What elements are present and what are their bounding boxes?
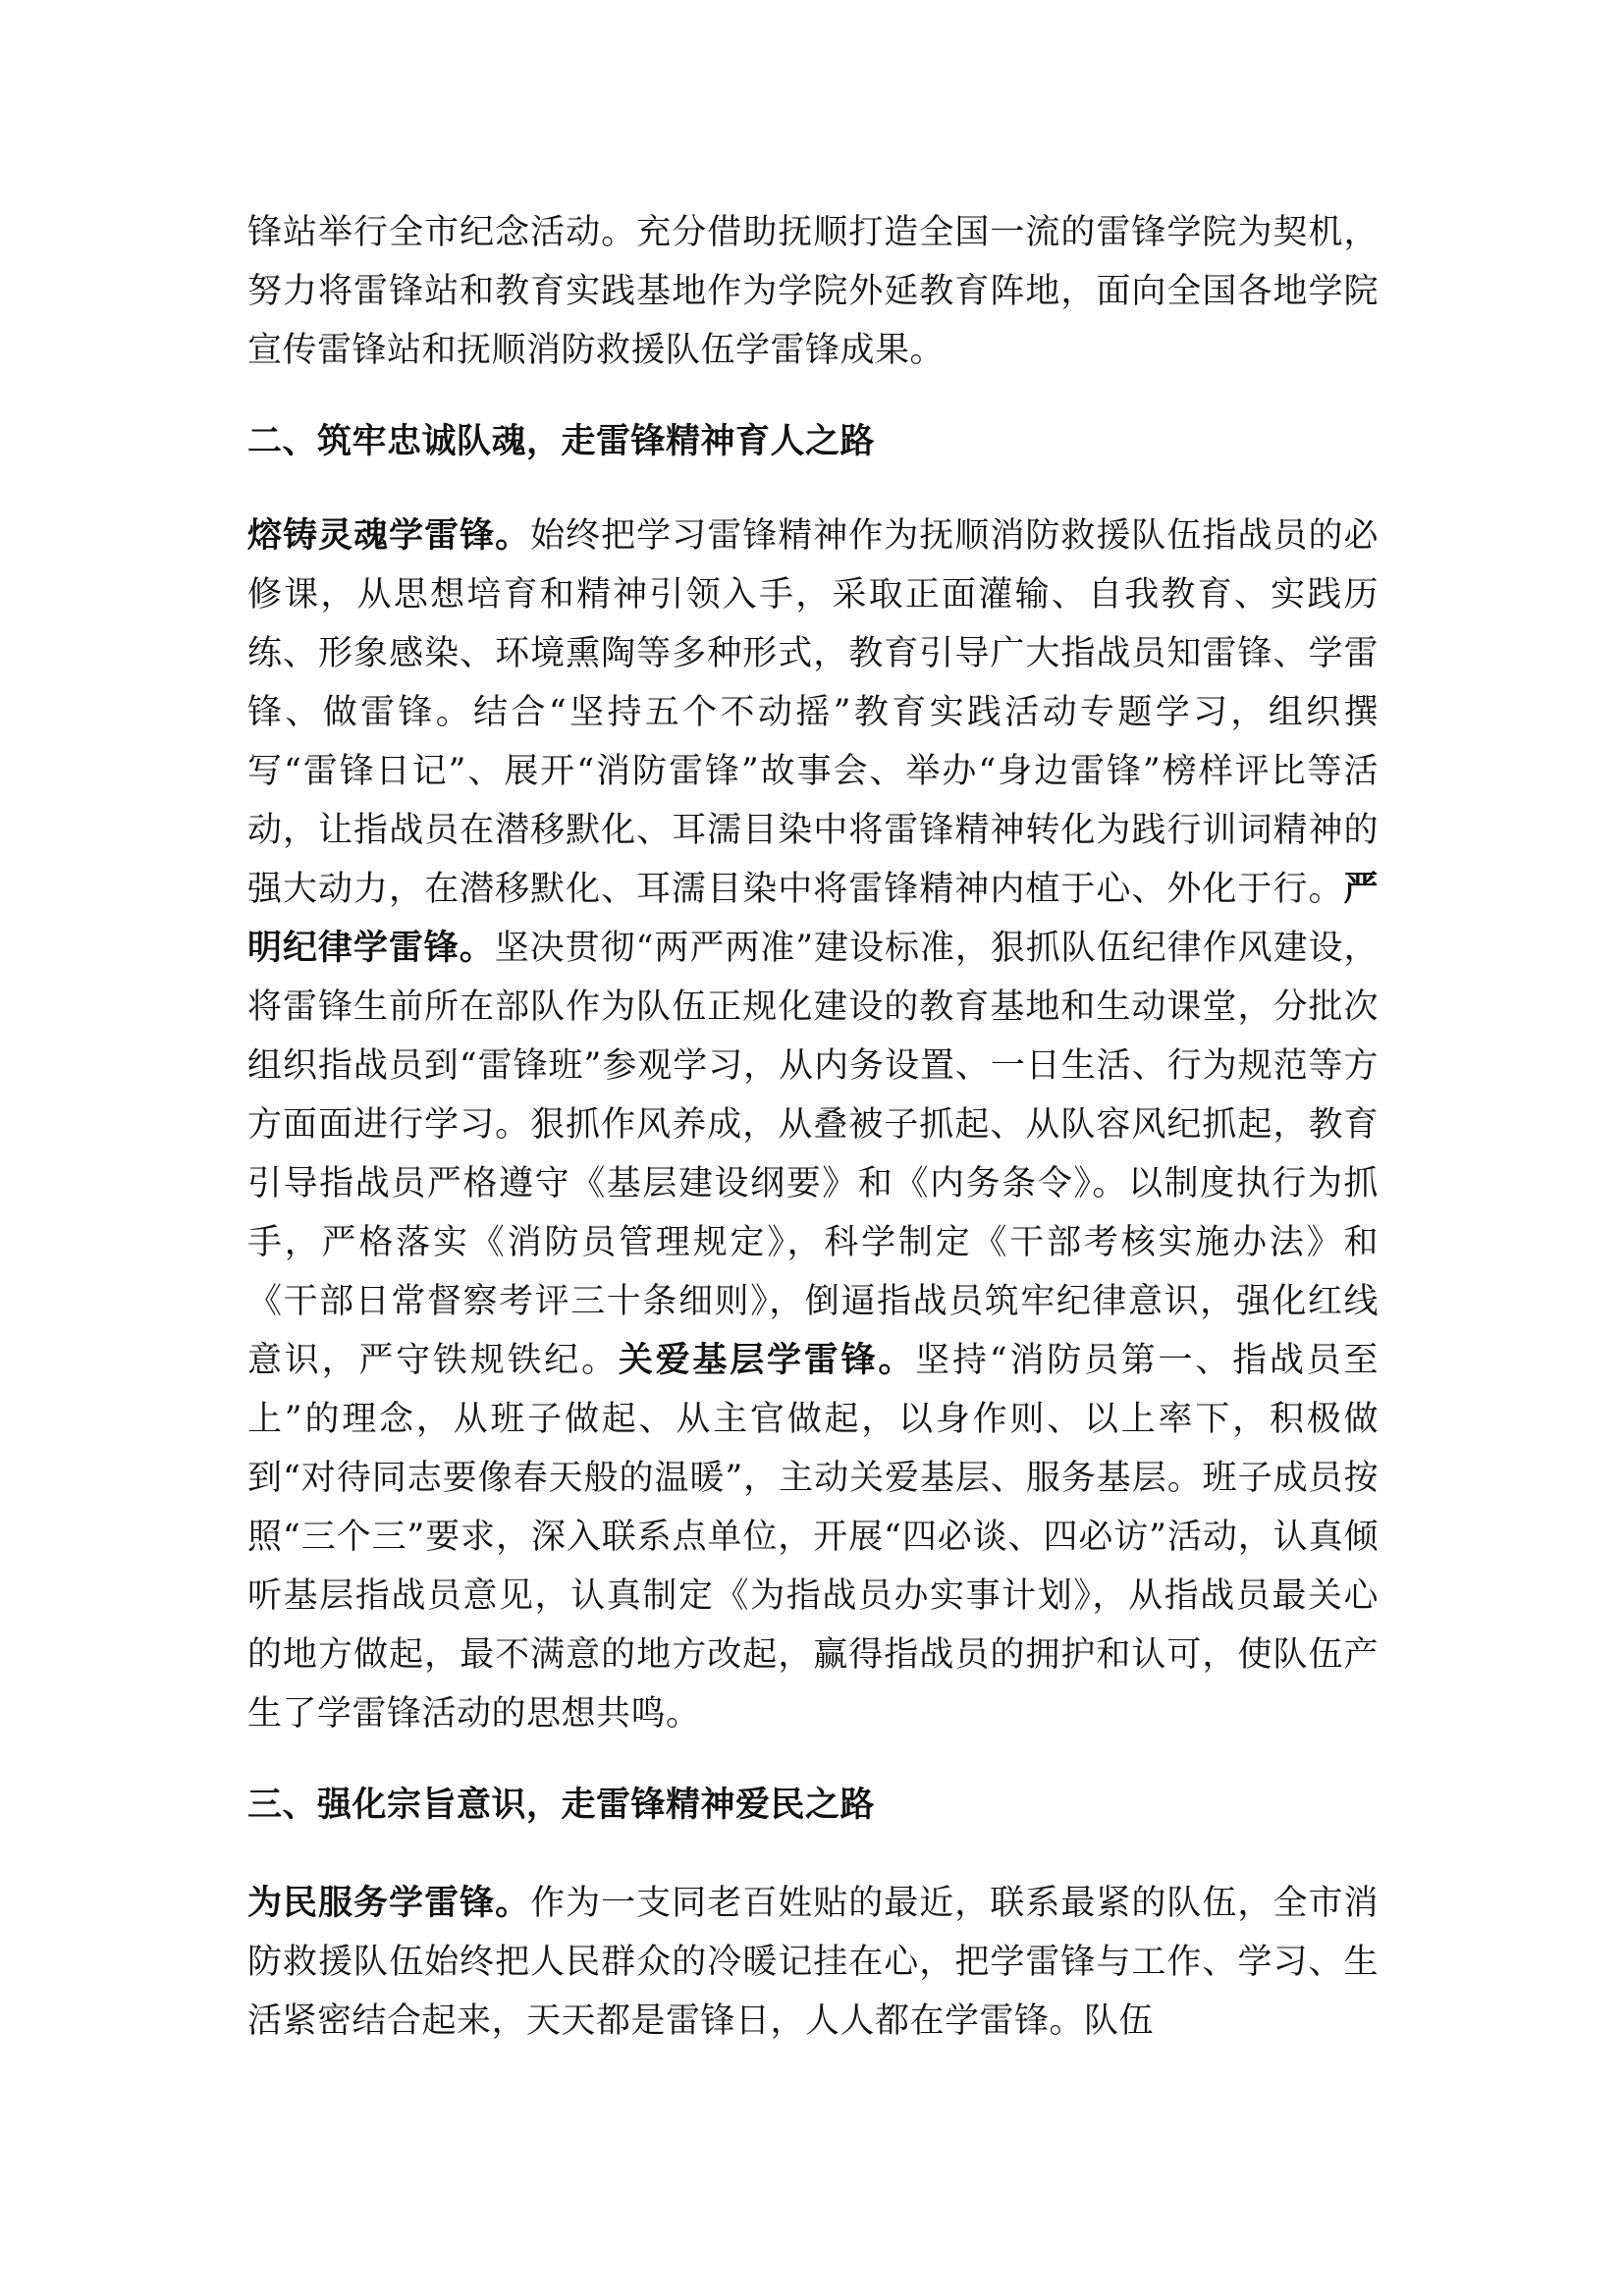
section-heading-2: 二、筑牢忠诚队魂，走雷锋精神育人之路 [247, 422, 876, 461]
paragraph-section-3 [247, 1874, 1379, 2051]
spacer [247, 471, 1379, 507]
spacer [247, 1743, 1379, 1776]
lead-term-1: 熔铸灵魂学雷锋。 [247, 516, 531, 556]
spacer [247, 380, 1379, 412]
paragraph-text-1: 始终把学习雷锋精神作为抚顺消防救援队伍指战员的必修课，从思想培育和精神引领入手，采取正面灌输、自我教育、实践历练、形象感染、环境熏陶等多种形式，教育引导广大指战员知雷锋、学雷锋、做雷锋。结合“坚持五个不动摇”教育实践活动专题学习，组织撰写“雷锋日记”、展开“消防雷锋”故事会、举办“身边雷锋”榜样评比等活动，让指战员在潜移默化、耳濡目染中将雷锋精神转化为践行训词精神的强大动力，在潜移默化、耳濡目染中将雷锋精神内植于心、外化于行。 [247, 516, 1379, 909]
paragraph-intro [247, 203, 1379, 380]
lead-term-4: 为民服务学雷锋。 [247, 1884, 531, 1923]
paragraph-text-3: 坚持“消防员第一、指战员至上”的理念，从班子做起、从主官做起，以身作则、以上率下，积极做到“对待同志要像春天般的温暖”，主动关爱基层、服务基层。班子成员按照“三个三”要求，深入联系点单位，开展“四必谈、四必访”活动，认真倾听基层指战员意见，认真制定《为指战员办实事计划》，从指战员最关心的地方做起，最不满意的地方改起，赢得指战员的拥护和认可，使队伍产生了学雷锋活动的思想共鸣。 [247, 1341, 1379, 1734]
document-page [247, 203, 1379, 2051]
spacer [247, 1835, 1379, 1874]
paragraph-text-4: 作为一支同老百姓贴的最近，联系最紧的队伍，全市消防救援队伍始终把人民群众的冷暖记挂在心，把学雷锋与工作、学习、生活紧密结合起来，天天都是雷锋日，人人都在学雷锋。队伍 [247, 1884, 1379, 2041]
section-heading-3: 三、强化宗旨意识，走雷锋精神爱民之路 [247, 1786, 876, 1825]
paragraph-text-2: 坚决贯彻“两严两准”建设标准，狠抓队伍纪律作风建设，将雷锋生前所在部队作为队伍正规化建设的教育基地和生动课堂，分批次组织指战员到“雷锋班”参观学习，从内务设置、一日生活、行为规范等方方面面进行学习。狠抓作风养成，从叠被子抓起、从队容风纪抓起，教育引导指战员严格遵守《基层建设纲要》和《内务条令》。以制度执行为抓手，严格落实《消防员管理规定》，科学制定《干部考核实施办法》和《干部日常督察考评三十条细则》，倒逼指战员筑牢纪律意识，强化红线意识，严守铁规铁纪。 [247, 929, 1379, 1380]
lead-term-2: 严明纪律学雷锋。 [247, 870, 1379, 968]
lead-term-3: 关爱基层学雷锋。 [618, 1341, 916, 1380]
paragraph-intro-text: 锋站举行全市纪念活动。充分借助抚顺打造全国一流的雷锋学院为契机，努力将雷锋站和教育实践基地作为学院外延教育阵地，面向全国各地学院宣传雷锋站和抚顺消防救援队伍学雷锋成果。 [247, 213, 1379, 370]
paragraph-section-2 [247, 507, 1379, 1743]
